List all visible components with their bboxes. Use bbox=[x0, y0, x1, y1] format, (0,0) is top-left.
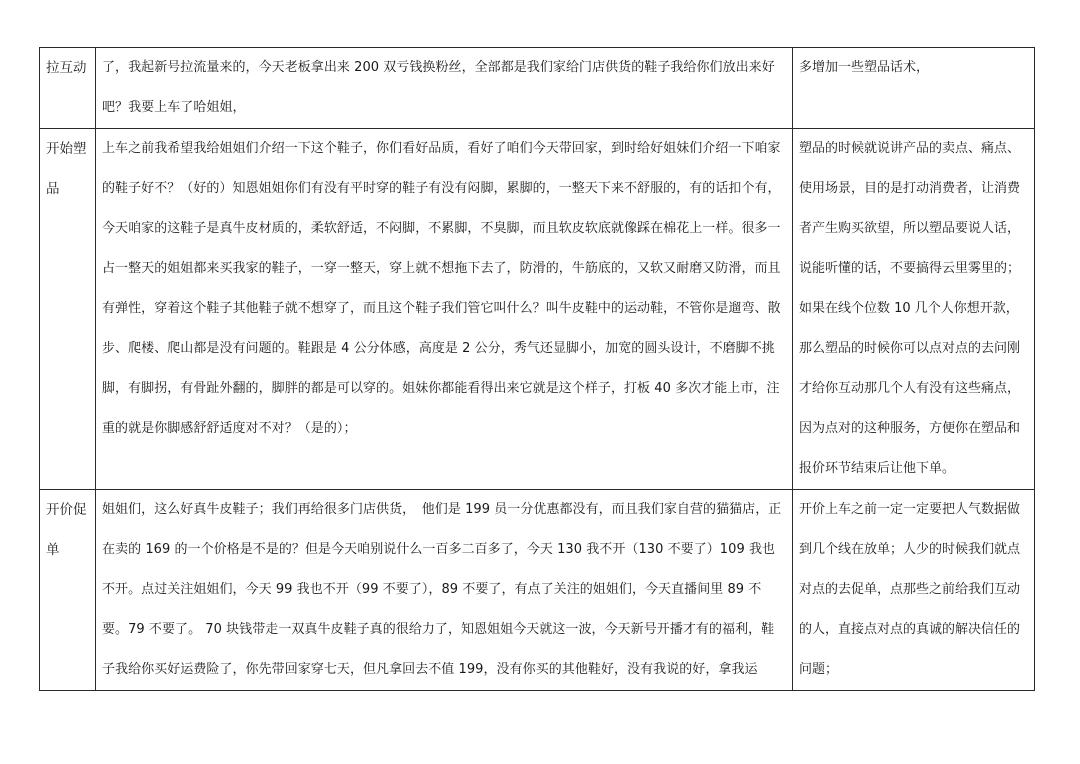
stage-label: 开价促单 bbox=[46, 502, 87, 558]
script-cell bbox=[96, 48, 793, 129]
stage-cell bbox=[40, 129, 96, 490]
script-cell bbox=[96, 490, 793, 691]
table-row bbox=[40, 129, 1035, 490]
note-text: 开价上车之前一定一定要把人气数据做到几个线在放单；人少的时候我们就点对点的去促单，点那些之前给我们互动的人，直接点对点的真诚的解决信任的问题； bbox=[799, 502, 1021, 677]
script-text: 上车之前我希望我给姐姐们介绍一下这个鞋子，你们看好品质，看好了咱们今天带回家，到时给好姐妹们介绍一下咱家的鞋子好不？（好的）知恩姐姐你们有没有平时穿的鞋子有没有闷脚，累脚的，一整天下来不舒服的，有的话扣个有，今天咱家的这鞋子是真牛皮材质的，柔软舒适，不闷脚，不累脚，不臭脚，而且软皮软底就像踩在棉花上一样。很多一占一整天的姐姐都来买我家的鞋子，一穿一整天，穿上就不想拖下去了，防滑的，牛筋底的，又软又耐磨又防滑，而且有弹性，穿着这个鞋子其他鞋子就不想穿了，而且这个鞋子我们管它叫什么？叫牛皮鞋中的运动鞋，不管你是遛弯、散步、爬楼、爬山都是没有问题的。鞋跟是 4 公分体感，高度是 2 公分，秀气还显脚小，加宽的圆头设计，不磨脚不挑脚，有脚拐，有骨趾外翻的，脚胖的都是可以穿的。姐妹你都能看得出来它就是这个样子，打板 40 多次才能上市，注重的就是你脚感舒舒适度对不对？（是的）； bbox=[102, 141, 781, 436]
stage-cell bbox=[40, 48, 96, 129]
note-cell bbox=[793, 129, 1035, 490]
table-row bbox=[40, 48, 1035, 129]
script-cell bbox=[96, 129, 793, 490]
note-text: 塑品的时候就说讲产品的卖点、痛点、使用场景，目的是打动消费者，让消费者产生购买欲望，所以塑品要说人话，说能听懂的话，不要搞得云里雾里的；如果在线个位数 10 几个人你想开款，那么塑品的时候你可以点对点的去问刚才给你互动那几个人有没有这些痛点，因为点对的这种服务，方便你在塑品和报价环节结束后让他下单。 bbox=[799, 141, 1021, 476]
stage-label: 拉互动 bbox=[46, 60, 87, 76]
note-cell bbox=[793, 48, 1035, 129]
script-table bbox=[39, 47, 1035, 691]
script-text: 了，我起新号拉流量来的，今天老板拿出来 200 双亏钱换粉丝，全部都是我们家给门店供货的鞋子我给你们放出来好吧？我要上车了哈姐姐， bbox=[102, 60, 775, 115]
note-text: 多增加一些塑品话术， bbox=[799, 60, 930, 75]
table-row bbox=[40, 490, 1035, 691]
stage-cell bbox=[40, 490, 96, 691]
stage-label: 开始塑品 bbox=[46, 141, 87, 197]
note-cell bbox=[793, 490, 1035, 691]
script-text: 姐姐们，这么好真牛皮鞋子；我们再给很多门店供货， 他们是 199 员一分优惠都没有，而且我们家自营的猫猫店，正在卖的 169 的一个价格是不是的？但是今天咱别说什么一百多二百多了，今天 130 我不开（130 不要了）109 我也不开。点过关注姐姐们，今天 99 我也不开（99 不要了），89 不要了，有点了关注的姐姐们，今天直播间里 89 不要。79 不要了。 70 块钱带走一双真牛皮鞋子真的很给力了，知恩姐姐今天就这一波，今天新号开播才有的福利，鞋子我给你买好运费险了，你先带回家穿七天，但凡拿回去不值 199，没有你买的其他鞋好，没有我说的好，拿我运 bbox=[102, 502, 782, 677]
